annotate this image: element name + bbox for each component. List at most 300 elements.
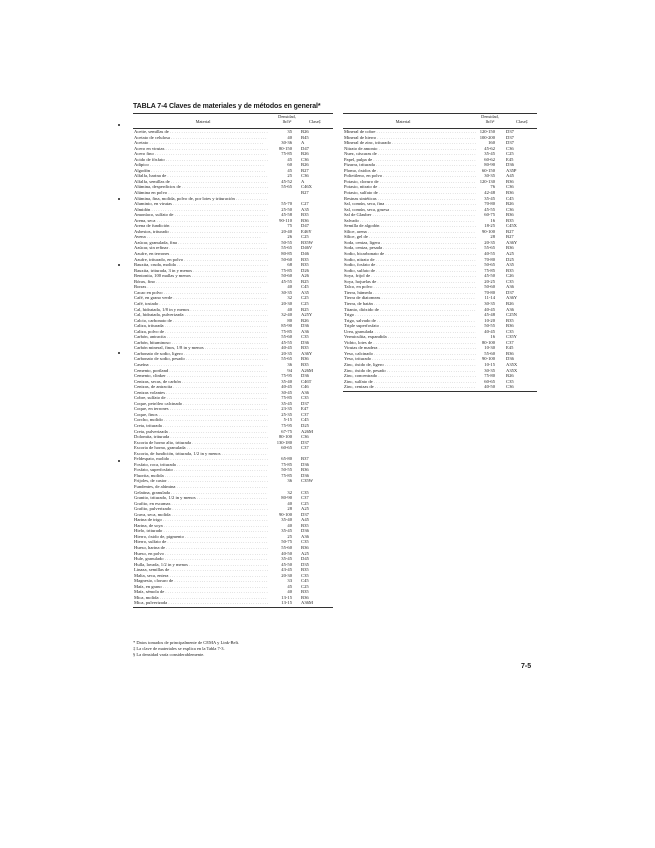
density-cell: 45-50 bbox=[484, 273, 495, 279]
density-cell: 32 bbox=[287, 295, 292, 301]
code-cell: D36 bbox=[301, 528, 309, 534]
code-cell: A35 bbox=[301, 206, 309, 212]
material-cell: Soda, ceniza, pesada . . . bbox=[344, 245, 476, 251]
density-cell: 40 bbox=[287, 500, 292, 506]
material-cell: Polietileno, en polvo . . . bbox=[344, 173, 476, 179]
code-cell: C36 bbox=[301, 173, 309, 179]
footnote: § La densidad varía considerablemente. bbox=[133, 651, 205, 657]
code-cell: B35 bbox=[301, 589, 309, 595]
density-cell: 45-62 bbox=[484, 145, 495, 151]
material-cell: Bentonita, 100 mallas y menos . . . bbox=[134, 273, 268, 279]
density-cell: 23-35 bbox=[281, 406, 292, 412]
density-cell: 50-55 bbox=[484, 323, 495, 329]
density-cell: 50-65 bbox=[484, 262, 495, 268]
material-cell: Frijoles, de castor . . . bbox=[134, 478, 268, 484]
density-cell: 40 bbox=[287, 134, 292, 140]
material-cell: Alúmina, fina, molida, polvo de, por lotes y trituración . . . bbox=[134, 196, 268, 202]
density-cell: 35-45 bbox=[484, 151, 495, 157]
density-cell: 90-110 bbox=[279, 217, 292, 223]
density-cell: 30-35 bbox=[281, 289, 292, 295]
density-cell: 32 bbox=[287, 489, 292, 495]
code-cell: B35 bbox=[301, 345, 309, 351]
code-cell: B35 bbox=[301, 212, 309, 218]
code-cell: B25 bbox=[301, 306, 309, 312]
density-cell: 55-65 bbox=[281, 356, 292, 362]
code-cell: C36 bbox=[301, 434, 309, 440]
code-cell: C46T bbox=[301, 378, 312, 384]
density-cell: 68 bbox=[287, 262, 292, 268]
density-cell: 80-90 bbox=[484, 162, 495, 168]
density-cell: 28 bbox=[287, 506, 292, 512]
code-cell: B26 bbox=[506, 373, 514, 379]
density-cell: 45-55 bbox=[281, 339, 292, 345]
material-cell: Grafito, pulverizado . . . bbox=[134, 506, 268, 512]
code-cell: B36 bbox=[301, 467, 309, 473]
material-cell: Nitrato de amonio . . . bbox=[344, 146, 476, 152]
material-cell: Alfalfa, semillas de . . . bbox=[134, 179, 268, 185]
code-cell: C37 bbox=[301, 445, 309, 451]
code-cell: C37 bbox=[506, 339, 514, 345]
density-cell: 36 bbox=[287, 478, 292, 484]
code-cell: C35W bbox=[301, 478, 313, 484]
material-cell: Sílice, gel de . . . bbox=[344, 234, 476, 240]
code-cell: C25 bbox=[301, 300, 309, 306]
code-cell: D25 bbox=[301, 422, 309, 428]
density-cell: 55-60 bbox=[281, 334, 292, 340]
density-cell: 45-55 bbox=[281, 278, 292, 284]
code-cell: A36 bbox=[301, 533, 309, 539]
table-header bbox=[343, 113, 537, 129]
material-cell: Avena . . . bbox=[134, 234, 268, 240]
material-cell: Mineral de hierro . . . bbox=[344, 135, 476, 141]
material-cell: Papel, pulpa de . . . bbox=[344, 157, 476, 163]
table-bottom-rule bbox=[133, 607, 333, 608]
code-cell: B36 bbox=[301, 356, 309, 362]
material-cell: Cobre, sulfato de . . . bbox=[134, 395, 268, 401]
material-cell: Salvado . . . bbox=[344, 218, 476, 224]
material-cell: Zinc, óxido de, ligero . . . bbox=[344, 362, 476, 368]
code-cell: C35Y bbox=[506, 334, 517, 340]
material-cell: Yeso, triturado . . . bbox=[344, 356, 476, 362]
code-cell: D35 bbox=[301, 561, 309, 567]
code-cell: B36 bbox=[506, 323, 514, 329]
material-cell: Triple superfosfato . . . bbox=[344, 323, 476, 329]
code-cell: B26 bbox=[301, 151, 309, 157]
density-cell: 75-85 bbox=[281, 267, 292, 273]
density-cell: 35-45 bbox=[281, 400, 292, 406]
code-cell: C35 bbox=[301, 572, 309, 578]
material-cell: Asbestos, triturado . . . bbox=[134, 229, 268, 235]
code-cell: B27 bbox=[301, 190, 309, 196]
code-cell: B35 bbox=[506, 317, 514, 323]
density-cell: 30-35 bbox=[484, 173, 495, 179]
material-cell: Acetato . . . bbox=[134, 140, 268, 146]
table-left-column bbox=[133, 113, 333, 608]
material-cell: Sodio, fosfato de . . . bbox=[344, 262, 476, 268]
density-cell: 16 bbox=[490, 334, 495, 340]
density-cell: 65-80 bbox=[281, 456, 292, 462]
margin-mark bbox=[118, 460, 120, 462]
density-cell: 35-40 bbox=[281, 378, 292, 384]
table-right-column bbox=[343, 113, 537, 392]
density-cell: 40-50 bbox=[281, 550, 292, 556]
density-cell: 45-52 bbox=[281, 178, 292, 184]
density-cell: 80-100 bbox=[481, 339, 495, 345]
table-body bbox=[343, 129, 537, 390]
density-cell: 75 bbox=[287, 223, 292, 229]
material-cell: Alúmina, desperdicios de . . . bbox=[134, 184, 268, 190]
density-cell: 13-15 bbox=[281, 600, 292, 606]
material-cell: Cemento, clinker . . . bbox=[134, 373, 268, 379]
footnote: ‡ La clave de materiales se explica en la Tabla 7-3. bbox=[133, 645, 225, 651]
code-cell: D36 bbox=[301, 472, 309, 478]
code-cell: D46V bbox=[301, 245, 313, 251]
code-cell: C45X bbox=[506, 223, 517, 229]
material-cell: Hule, granulado . . . bbox=[134, 556, 268, 562]
density-cell: 60-65 bbox=[484, 378, 495, 384]
material-cell: Carbón, bituminoso . . . bbox=[134, 340, 268, 346]
code-cell: B26 bbox=[506, 300, 514, 306]
material-cell: Bórax, fino . . . bbox=[134, 279, 268, 285]
density-cell: 80-100 bbox=[278, 434, 292, 440]
code-cell: B26 bbox=[301, 162, 309, 168]
density-cell: 30-35 bbox=[484, 300, 495, 306]
density-cell: 20-40 bbox=[281, 228, 292, 234]
code-cell: B26 bbox=[506, 201, 514, 207]
density-cell: 45-48 bbox=[484, 312, 495, 318]
code-cell: D36 bbox=[301, 461, 309, 467]
margin-mark bbox=[118, 352, 120, 354]
code-cell: C45 bbox=[301, 578, 309, 584]
code-cell: C25 bbox=[301, 500, 309, 506]
material-cell: Carbonato de sodio, pesado . . . bbox=[134, 356, 268, 362]
code-cell: D47 bbox=[301, 145, 309, 151]
code-cell: C25 bbox=[301, 583, 309, 589]
header-density: Densidad, lb/ft³ bbox=[278, 114, 296, 124]
material-cell: Potasio, cloruro de . . . bbox=[344, 179, 476, 185]
code-cell: B36 bbox=[506, 350, 514, 356]
code-cell: A36 bbox=[301, 389, 309, 395]
margin-mark bbox=[118, 264, 120, 266]
material-cell: Tierra, húmeda . . . bbox=[344, 290, 476, 296]
code-cell: B37 bbox=[301, 456, 309, 462]
code-cell: D25 bbox=[506, 256, 514, 262]
density-cell: 80 bbox=[287, 317, 292, 323]
material-cell: Soya, frijol de . . . bbox=[344, 273, 476, 279]
material-cell: Creta, pulverizada . . . bbox=[134, 429, 268, 435]
material-cell: Vidrio, lotes de . . . bbox=[344, 340, 476, 346]
code-cell: B27 bbox=[506, 228, 514, 234]
material-cell: Carbón mineral, finos, 1/8 in y menos . . . bbox=[134, 345, 268, 351]
material-cell: Sílice, arena . . . bbox=[344, 229, 476, 235]
code-cell: C37 bbox=[301, 495, 309, 501]
material-cell: Mica, molida . . . bbox=[134, 595, 268, 601]
material-cell: Tierra de diatomeas . . . bbox=[344, 295, 476, 301]
density-cell: 94 bbox=[287, 367, 292, 373]
density-cell: 40 bbox=[287, 306, 292, 312]
material-cell: Sal, común, seca, gruesa . . . bbox=[344, 207, 476, 213]
code-cell: E47 bbox=[301, 406, 309, 412]
table-bottom-rule bbox=[343, 391, 537, 392]
density-cell: 35-45 bbox=[281, 556, 292, 562]
margin-mark bbox=[118, 124, 120, 126]
density-cell: 10-20 bbox=[484, 317, 495, 323]
density-cell: 50-60 bbox=[281, 256, 292, 262]
material-cell: Azufre, en terrones . . . bbox=[134, 251, 268, 257]
code-cell: D37 bbox=[506, 289, 514, 295]
code-cell: C35 bbox=[506, 378, 514, 384]
material-cell: Hierro, óxido de, pigmento . . . bbox=[134, 534, 268, 540]
code-cell: E45 bbox=[506, 345, 514, 351]
code-cell: D36 bbox=[301, 323, 309, 329]
material-cell: Acetato de celulosa . . . bbox=[134, 135, 268, 141]
material-cell: Caliza, triturada . . . bbox=[134, 323, 268, 329]
material-cell: Coque, petróleo calcinado . . . bbox=[134, 401, 268, 407]
material-cell: Vermiculita, expandida . . . bbox=[344, 334, 476, 340]
density-cell: 55-60 bbox=[281, 545, 292, 551]
material-cell: Harina de trigo . . . bbox=[134, 517, 268, 523]
material-cell: Creta, triturada . . . bbox=[134, 423, 268, 429]
density-cell: 60-75 bbox=[484, 212, 495, 218]
material-cell: Bauxita, cruda, molida . . . bbox=[134, 262, 268, 268]
density-cell: 25-50 bbox=[281, 206, 292, 212]
material-cell: Grafito, en escamas . . . bbox=[134, 501, 268, 507]
density-cell: 55-65 bbox=[484, 245, 495, 251]
code-cell: B35 bbox=[301, 522, 309, 528]
density-cell: 40-50 bbox=[484, 384, 495, 390]
code-cell: B36 bbox=[506, 178, 514, 184]
code-cell: C36 bbox=[301, 156, 309, 162]
material-cell: Alúmina en polvo . . . bbox=[134, 190, 268, 196]
density-cell: 40 bbox=[287, 522, 292, 528]
material-cell: Cal, hidratada, pulverizada . . . bbox=[134, 312, 268, 318]
material-cell: Sal, común, seca, fina . . . bbox=[344, 201, 476, 207]
footnotes bbox=[133, 640, 538, 657]
code-cell: A26M bbox=[301, 428, 313, 434]
material-cell: Potasio, sulfato de . . . bbox=[344, 190, 476, 196]
density-cell: 50-60 bbox=[281, 273, 292, 279]
material-cell: Sodio, nitrato de . . . bbox=[344, 257, 476, 263]
code-cell: A35X bbox=[506, 361, 518, 367]
density-cell: 90-100 bbox=[481, 356, 495, 362]
code-cell: B35 bbox=[301, 256, 309, 262]
material-cell: Café, tostado . . . bbox=[134, 301, 268, 307]
density-cell: 25 bbox=[287, 533, 292, 539]
material-cell: Harina, de soya . . . bbox=[134, 523, 268, 529]
code-cell: B35 bbox=[301, 567, 309, 573]
material-cell: Hulla, lavada, 1/2 in y menos . . . bbox=[134, 562, 268, 568]
density-cell: 35 bbox=[287, 129, 292, 134]
material-cell: Fosfato, superfosfato . . . bbox=[134, 467, 268, 473]
material-cell: Virutas de madera . . . bbox=[344, 345, 476, 351]
density-cell: 33 bbox=[287, 578, 292, 584]
code-cell: A26 bbox=[301, 273, 309, 279]
code-cell: A25 bbox=[301, 550, 309, 556]
code-cell: A25Y bbox=[301, 312, 313, 318]
code-cell: D37 bbox=[506, 134, 514, 140]
material-cell: Amoníaco, sulfato de . . . bbox=[134, 212, 268, 218]
density-cell: 40-45 bbox=[281, 345, 292, 351]
material-cell: Escoria de horno alto, triturada . . . bbox=[134, 440, 268, 446]
density-cell: 70-80 bbox=[484, 289, 495, 295]
code-cell: D36 bbox=[301, 373, 309, 379]
density-cell: 75-85 bbox=[484, 267, 495, 273]
material-cell: Sal de Glauber . . . bbox=[344, 212, 476, 218]
code-cell: C46X bbox=[301, 184, 312, 190]
code-cell: D37 bbox=[301, 511, 309, 517]
code-cell: A45 bbox=[506, 173, 514, 179]
material-cell: Pizarra, triturada . . . bbox=[344, 162, 476, 168]
density-cell: 75-95 bbox=[281, 422, 292, 428]
density-cell: 55-60 bbox=[484, 350, 495, 356]
code-cell: B45 bbox=[301, 134, 309, 140]
density-cell: 75-85 bbox=[281, 461, 292, 467]
material-cell: Aceite, semillas de . . . bbox=[134, 129, 268, 135]
material-cell: Aluminio, en virutas . . . bbox=[134, 201, 268, 207]
density-cell: 43-45 bbox=[281, 567, 292, 573]
density-cell: 85-90 bbox=[281, 323, 292, 329]
material-cell: Carbonato de sodio, ligero . . . bbox=[134, 351, 268, 357]
material-cell: Bauxita, triturada, 3 in y menos . . . bbox=[134, 268, 268, 274]
material-cell: Trigo, salvado de . . . bbox=[344, 318, 476, 324]
header-material: Material bbox=[395, 119, 411, 124]
density-cell: 40 bbox=[287, 589, 292, 595]
table-body bbox=[133, 129, 333, 606]
density-cell: 20-25 bbox=[484, 278, 495, 284]
density-cell: 45-50 bbox=[281, 561, 292, 567]
material-cell: Cenizas, secas, de carbón . . . bbox=[134, 379, 268, 385]
material-cell: Cacao en polvo . . . bbox=[134, 290, 268, 296]
density-cell: 11-14 bbox=[484, 295, 495, 301]
density-cell: 55-65 bbox=[281, 245, 292, 251]
material-cell: Resinas sintéticas . . . bbox=[344, 196, 476, 202]
code-cell: B35 bbox=[506, 217, 514, 223]
material-cell: Cemento, portland . . . bbox=[134, 368, 268, 374]
code-cell: C45 bbox=[301, 417, 309, 423]
material-cell: Cenizas, de antracita . . . bbox=[134, 384, 268, 390]
code-cell: E46Y bbox=[301, 228, 312, 234]
density-cell: 75-85 bbox=[281, 472, 292, 478]
code-cell: D37 bbox=[301, 400, 309, 406]
code-cell: B27 bbox=[301, 167, 309, 173]
material-cell: Arena de fundición . . . bbox=[134, 223, 268, 229]
material-cell: Nuez, cáscaras de . . . bbox=[344, 151, 476, 157]
code-cell: A36Y bbox=[301, 350, 313, 356]
density-cell: 50-60 bbox=[484, 284, 495, 290]
code-cell: C25 bbox=[506, 151, 514, 157]
material-cell: Fluorita, molida . . . bbox=[134, 473, 268, 479]
material-cell: Sodio, sulfato de . . . bbox=[344, 268, 476, 274]
code-cell: A35 bbox=[506, 262, 514, 268]
material-cell: Soda, ceniza, ligera . . . bbox=[344, 240, 476, 246]
density-cell: 25-35 bbox=[281, 411, 292, 417]
code-cell: B36 bbox=[506, 190, 514, 196]
code-cell: C46 bbox=[301, 384, 309, 390]
density-cell: 76 bbox=[490, 184, 495, 190]
density-cell: 45-58 bbox=[281, 212, 292, 218]
code-cell: A bbox=[301, 140, 305, 146]
density-cell: 55-65 bbox=[281, 184, 292, 190]
code-cell: A36M bbox=[301, 600, 313, 606]
material-cell: Titanio, dióxido de . . . bbox=[344, 307, 476, 313]
code-cell: A36 bbox=[506, 306, 514, 312]
density-cell: 10-15 bbox=[484, 361, 495, 367]
density-cell: 75-95 bbox=[281, 373, 292, 379]
code-cell: A35P bbox=[506, 167, 517, 173]
code-cell: B35W bbox=[301, 239, 313, 245]
density-cell: 130-180 bbox=[276, 439, 292, 445]
code-cell: C27 bbox=[301, 201, 309, 207]
material-cell: Malta, seca, entera . . . bbox=[134, 573, 268, 579]
footnote: * Datos tomados de principalmente de CEMA y Link-Belt. bbox=[133, 640, 240, 645]
material-cell: Mineral de cobre . . . bbox=[344, 129, 476, 135]
material-cell: Cenizas volantes . . . bbox=[134, 390, 268, 396]
density-cell: 20-35 bbox=[281, 350, 292, 356]
material-cell: Azúcar, granulada, fina . . . bbox=[134, 240, 268, 246]
density-cell: 40-55 bbox=[484, 251, 495, 257]
code-cell: D37 bbox=[506, 140, 514, 146]
code-cell: D26 bbox=[301, 267, 309, 273]
material-cell: Maíz, en grano . . . bbox=[134, 584, 268, 590]
header-density: Densidad, lb/ft³ bbox=[481, 114, 499, 124]
code-cell: B36 bbox=[506, 212, 514, 218]
density-cell: 120-130 bbox=[479, 178, 495, 184]
material-cell: Alfalfa, harina de . . . bbox=[134, 173, 268, 179]
material-cell: Zinc, concentrado . . . bbox=[344, 373, 476, 379]
material-cell: Almidón . . . bbox=[134, 207, 268, 213]
density-cell: 5-15 bbox=[283, 417, 292, 423]
material-cell: Tierra, de batán . . . bbox=[344, 301, 476, 307]
density-cell: 30-35 bbox=[484, 367, 495, 373]
code-cell: A36 bbox=[301, 328, 309, 334]
density-cell: 45 bbox=[287, 167, 292, 173]
material-cell: Corcho, molido . . . bbox=[134, 417, 268, 423]
code-cell: A26M bbox=[301, 367, 313, 373]
material-cell: Caseína . . . bbox=[134, 362, 268, 368]
density-cell: 32-40 bbox=[281, 312, 292, 318]
density-cell: 18-25 bbox=[484, 223, 495, 229]
header-code: Clase‡ bbox=[516, 119, 528, 124]
density-cell: 45-55 bbox=[484, 206, 495, 212]
density-cell: 20-35 bbox=[484, 239, 495, 245]
material-cell: Algodón . . . bbox=[134, 168, 268, 174]
material-cell: Hierro, sulfato de . . . bbox=[134, 539, 268, 545]
density-cell: 20-30 bbox=[281, 300, 292, 306]
density-cell: 70-80 bbox=[484, 201, 495, 207]
density-cell: 75-85 bbox=[281, 395, 292, 401]
code-cell: B36 bbox=[301, 594, 309, 600]
density-cell: 25 bbox=[287, 173, 292, 179]
density-cell: 13-15 bbox=[281, 594, 292, 600]
density-cell: 10-30 bbox=[484, 345, 495, 351]
density-cell: 35-45 bbox=[484, 195, 495, 201]
density-cell: 40-45 bbox=[484, 306, 495, 312]
code-cell: D36 bbox=[301, 339, 309, 345]
table-title: TABLA 7-4 Claves de materiales y de métodos en general* bbox=[133, 103, 321, 110]
density-cell: 50-55 bbox=[281, 239, 292, 245]
density-cell: 60 bbox=[287, 162, 292, 168]
density-cell: 60-62 bbox=[484, 156, 495, 162]
material-cell: Trigo . . . bbox=[344, 312, 476, 318]
material-cell: Acero fino . . . bbox=[134, 151, 268, 157]
material-cell: Cal, hidratada, 1/8 in y menos . . . bbox=[134, 307, 268, 313]
material-cell: Acero en virutas . . . bbox=[134, 146, 268, 152]
code-cell: C35 bbox=[301, 334, 309, 340]
material-cell: Yeso, calcinado . . . bbox=[344, 351, 476, 357]
header-code: Clase‡ bbox=[309, 119, 321, 124]
code-cell: B27 bbox=[506, 234, 514, 240]
material-cell: Coque, en terrones . . . bbox=[134, 406, 268, 412]
